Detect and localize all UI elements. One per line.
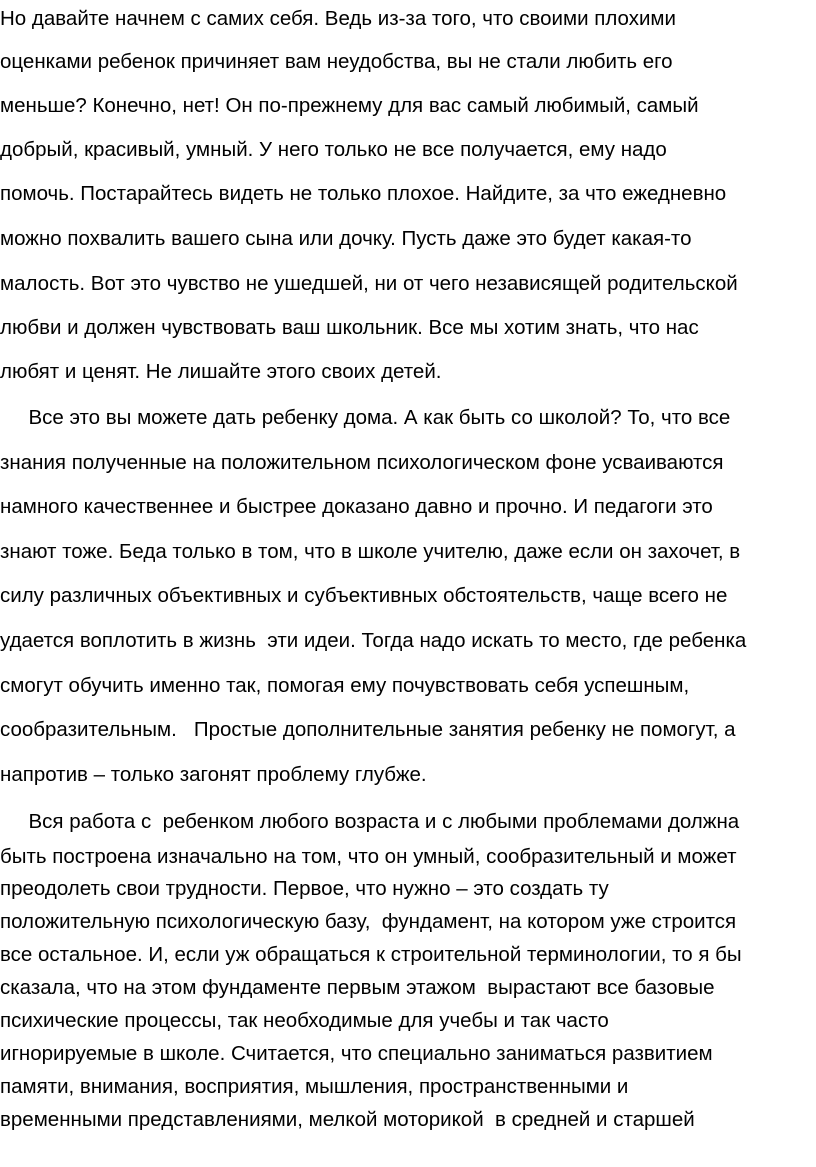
text-line: удается воплотить в жизнь эти идеи. Тогда надо искать то место, где ребенка bbox=[0, 629, 747, 652]
text-line: знания полученные на положительном психологическом фоне усваиваются bbox=[0, 451, 724, 474]
text-line: знают тоже. Беда только в том, что в школе учителю, даже если он захочет, в bbox=[0, 540, 741, 563]
text-line: все остальное. И, если уж обращаться к строительной терминологии, то я бы bbox=[0, 943, 742, 966]
text-line: напротив – только загонят проблему глубже. bbox=[0, 763, 427, 786]
text-line: памяти, внимания, восприятия, мышления, пространственными и bbox=[0, 1075, 629, 1098]
text-line: намного качественнее и быстрее доказано давно и прочно. И педагоги это bbox=[0, 495, 713, 518]
text-line: сказала, что на этом фундаменте первым этажом вырастают все базовые bbox=[0, 976, 715, 999]
text-line: игнорируемые в школе. Считается, что специально заниматься развитием bbox=[0, 1042, 713, 1065]
text-line: положительную психологическую базу, фундамент, на котором уже строится bbox=[0, 910, 737, 933]
text-line: любви и должен чувствовать ваш школьник. Все мы хотим знать, что нас bbox=[0, 316, 699, 339]
text-line: можно похвалить вашего сына или дочку. Пусть даже это будет какая-то bbox=[0, 227, 692, 250]
text-line: малость. Вот это чувство не ушедшей, ни от чего независящей родительской bbox=[0, 272, 738, 295]
text-line: меньше? Конечно, нет! Он по-прежнему для вас самый любимый, самый bbox=[0, 94, 699, 117]
text-line: оценками ребенок причиняет вам неудобства, вы не стали любить его bbox=[0, 50, 673, 73]
text-line: преодолеть свои трудности. Первое, что нужно – это создать ту bbox=[0, 877, 609, 900]
text-line: Но давайте начнем с самих себя. Ведь из-за того, что своими плохими bbox=[0, 7, 676, 30]
text-line: добрый, красивый, умный. У него только не все получается, ему надо bbox=[0, 138, 667, 161]
text-line: Вся работа с ребенком любого возраста и с любыми проблемами должна bbox=[0, 810, 740, 833]
text-line: Все это вы можете дать ребенку дома. А как быть со школой? То, что все bbox=[0, 406, 731, 429]
text-line: быть построена изначально на том, что он умный, сообразительный и может bbox=[0, 845, 737, 868]
text-line: смогут обучить именно так, помогая ему почувствовать себя успешным, bbox=[0, 674, 690, 697]
text-line: помочь. Постарайтесь видеть не только плохое. Найдите, за что ежедневно bbox=[0, 182, 727, 205]
text-line: сообразительным. Простые дополнительные занятия ребенку не помогут, а bbox=[0, 718, 736, 741]
text-line: психические процессы, так необходимые для учебы и так часто bbox=[0, 1009, 609, 1032]
text-line: силу различных объективных и субъективных обстоятельств, чаще всего не bbox=[0, 584, 728, 607]
text-line: временными представлениями, мелкой моторикой в средней и старшей bbox=[0, 1108, 695, 1131]
text-line: любят и ценят. Не лишайте этого своих детей. bbox=[0, 360, 442, 383]
